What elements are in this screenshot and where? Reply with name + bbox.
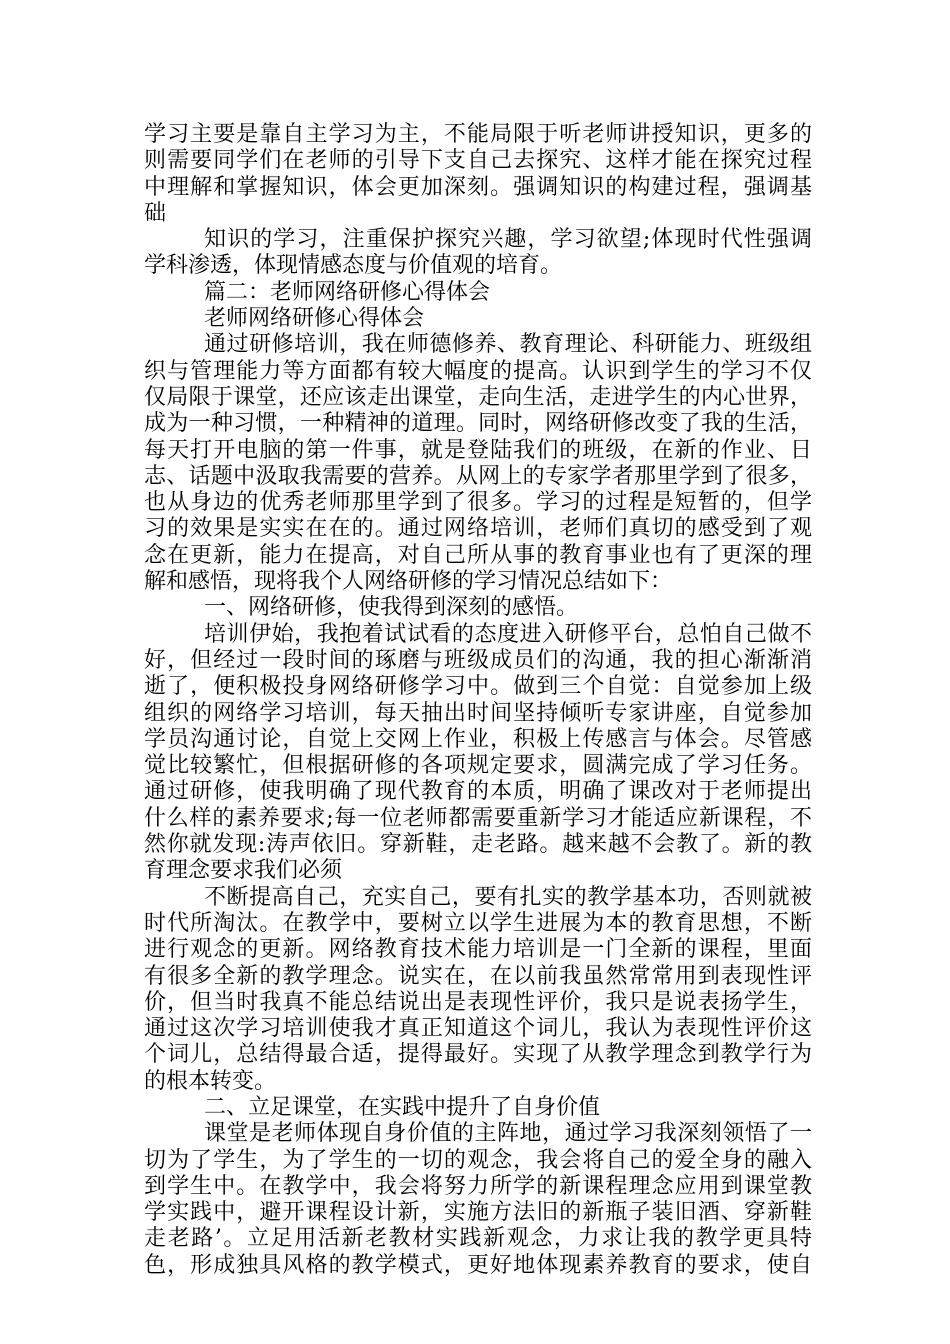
text-line: 的根本转变。	[144, 1068, 277, 1094]
text-line: 通过这次学习培训使我才真正知道这个词儿，我认为表现性评价这	[144, 1016, 812, 1042]
text-line: 个词儿，总结得最合适，提得最好。实现了从教学理念到教学行为	[144, 1042, 812, 1068]
text-line: 篇二：老师网络研修心得体会	[204, 279, 491, 305]
text-line: 色，形成独具风格的教学模式，更好地体现素养教育的要求，使自	[144, 1252, 812, 1278]
text-line: 育理念要求我们必须	[144, 858, 343, 884]
text-line: 念在更新，能力在提高，对自己所从事的教育事业也有了更深的理	[144, 542, 812, 568]
text-line: 走老路’。立足用活新老教材实践新观念，力求让我的教学更具特	[144, 1226, 812, 1252]
text-line: 好，但经过一段时间的琢磨与班级成员们的沟通，我的担心渐渐消	[144, 647, 812, 673]
text-line: 价，但当时我真不能总结说出是表现性评价，我只是说表扬学生，	[144, 989, 812, 1015]
text-line: 然你就发现:涛声依旧。穿新鞋，走老路。越来越不会教了。新的教	[144, 832, 812, 858]
text-line: 通过研修培训，我在师德修养、教育理论、科研能力、班级组	[204, 332, 812, 358]
text-line: 切为了学生，为了学生的一切的观念，我会将自己的爱全身的融入	[144, 1147, 812, 1173]
text-line: 每天打开电脑的第一件事，就是登陆我们的班级，在新的作业、日	[144, 437, 812, 463]
text-line: 觉比较繁忙，但根据研修的各项规定要求，圆满完成了学习任务。	[144, 753, 812, 779]
text-line: 学员沟通讨论，自觉上交网上作业，积极上传感言与体会。尽管感	[144, 726, 812, 752]
text-line: 有很多全新的教学理念。说实在，在以前我虽然常常用到表现性评	[144, 963, 812, 989]
text-line: 培训伊始，我抱着试试看的态度进入研修平台，总怕自己做不	[204, 621, 812, 647]
document-page	[144, 122, 812, 1279]
text-line: 础	[144, 200, 167, 226]
text-line: 习的效果是实实在在的。通过网络培训，老师们真切的感受到了观	[144, 516, 812, 542]
text-line: 志、话题中汲取我需要的营养。从网上的专家学者那里学到了很多，	[144, 463, 812, 489]
text-line: 一、网络研修，使我得到深刻的感悟。	[204, 595, 579, 621]
text-line: 不断提高自己，充实自己，要有扎实的教学基本功，否则就被	[204, 884, 812, 910]
text-line: 成为一种习惯，一种精神的道理。同时，网络研修改变了我的生活，	[144, 411, 812, 437]
text-line: 也从身边的优秀老师那里学到了很多。学习的过程是短暂的，但学	[144, 490, 812, 516]
text-line: 通过研修，使我明确了现代教育的本质，明确了课改对于老师提出	[144, 779, 812, 805]
text-line: 知识的学习，注重保护探究兴趣，学习欲望;体现时代性强调	[204, 227, 812, 253]
text-line: 时代所淘汰。在教学中，要树立以学生进展为本的教育思想，不断	[144, 910, 812, 936]
text-line: 学实践中，避开课程设计新，实施方法旧的新瓶子装旧酒、穿新鞋	[144, 1200, 812, 1226]
text-line: 织与管理能力等方面都有较大幅度的提高。认识到学生的学习不仅	[144, 358, 812, 384]
text-line: 课堂是老师体现自身价值的主阵地，通过学习我深刻领悟了一	[204, 1121, 812, 1147]
text-line: 仅局限于课堂，还应该走出课堂，走向生活，走进学生的内心世界，	[144, 384, 812, 410]
text-line: 组织的网络学习培训，每天抽出时间坚持倾听专家讲座，自觉参加	[144, 700, 812, 726]
text-line: 什么样的素养要求;每一位老师都需要重新学习才能适应新课程，不	[144, 805, 812, 831]
text-line: 到学生中。在教学中，我会将努力所学的新课程理念应用到课堂教	[144, 1173, 812, 1199]
text-line: 老师网络研修心得体会	[204, 306, 425, 332]
text-line: 学习主要是靠自主学习为主，不能局限于听老师讲授知识，更多的	[144, 122, 812, 147]
text-line: 进行观念的更新。网络教育技术能力培训是一门全新的课程，里面	[144, 937, 812, 963]
text-line: 二、立足课堂，在实践中提升了自身价值	[204, 1094, 601, 1120]
text-line: 中理解和掌握知识，体会更加深刻。强调知识的构建过程，强调基	[144, 174, 812, 200]
text-line: 学科渗透，体现情感态度与价值观的培育。	[144, 253, 563, 279]
text-line: 解和感悟，现将我个人网络研修的学习情况总结如下：	[144, 569, 673, 595]
text-line: 则需要同学们在老师的引导下支自己去探究、这样才能在探究过程	[144, 148, 812, 174]
text-line: 逝了，便积极投身网络研修学习中。做到三个自觉：自觉参加上级	[144, 674, 812, 700]
